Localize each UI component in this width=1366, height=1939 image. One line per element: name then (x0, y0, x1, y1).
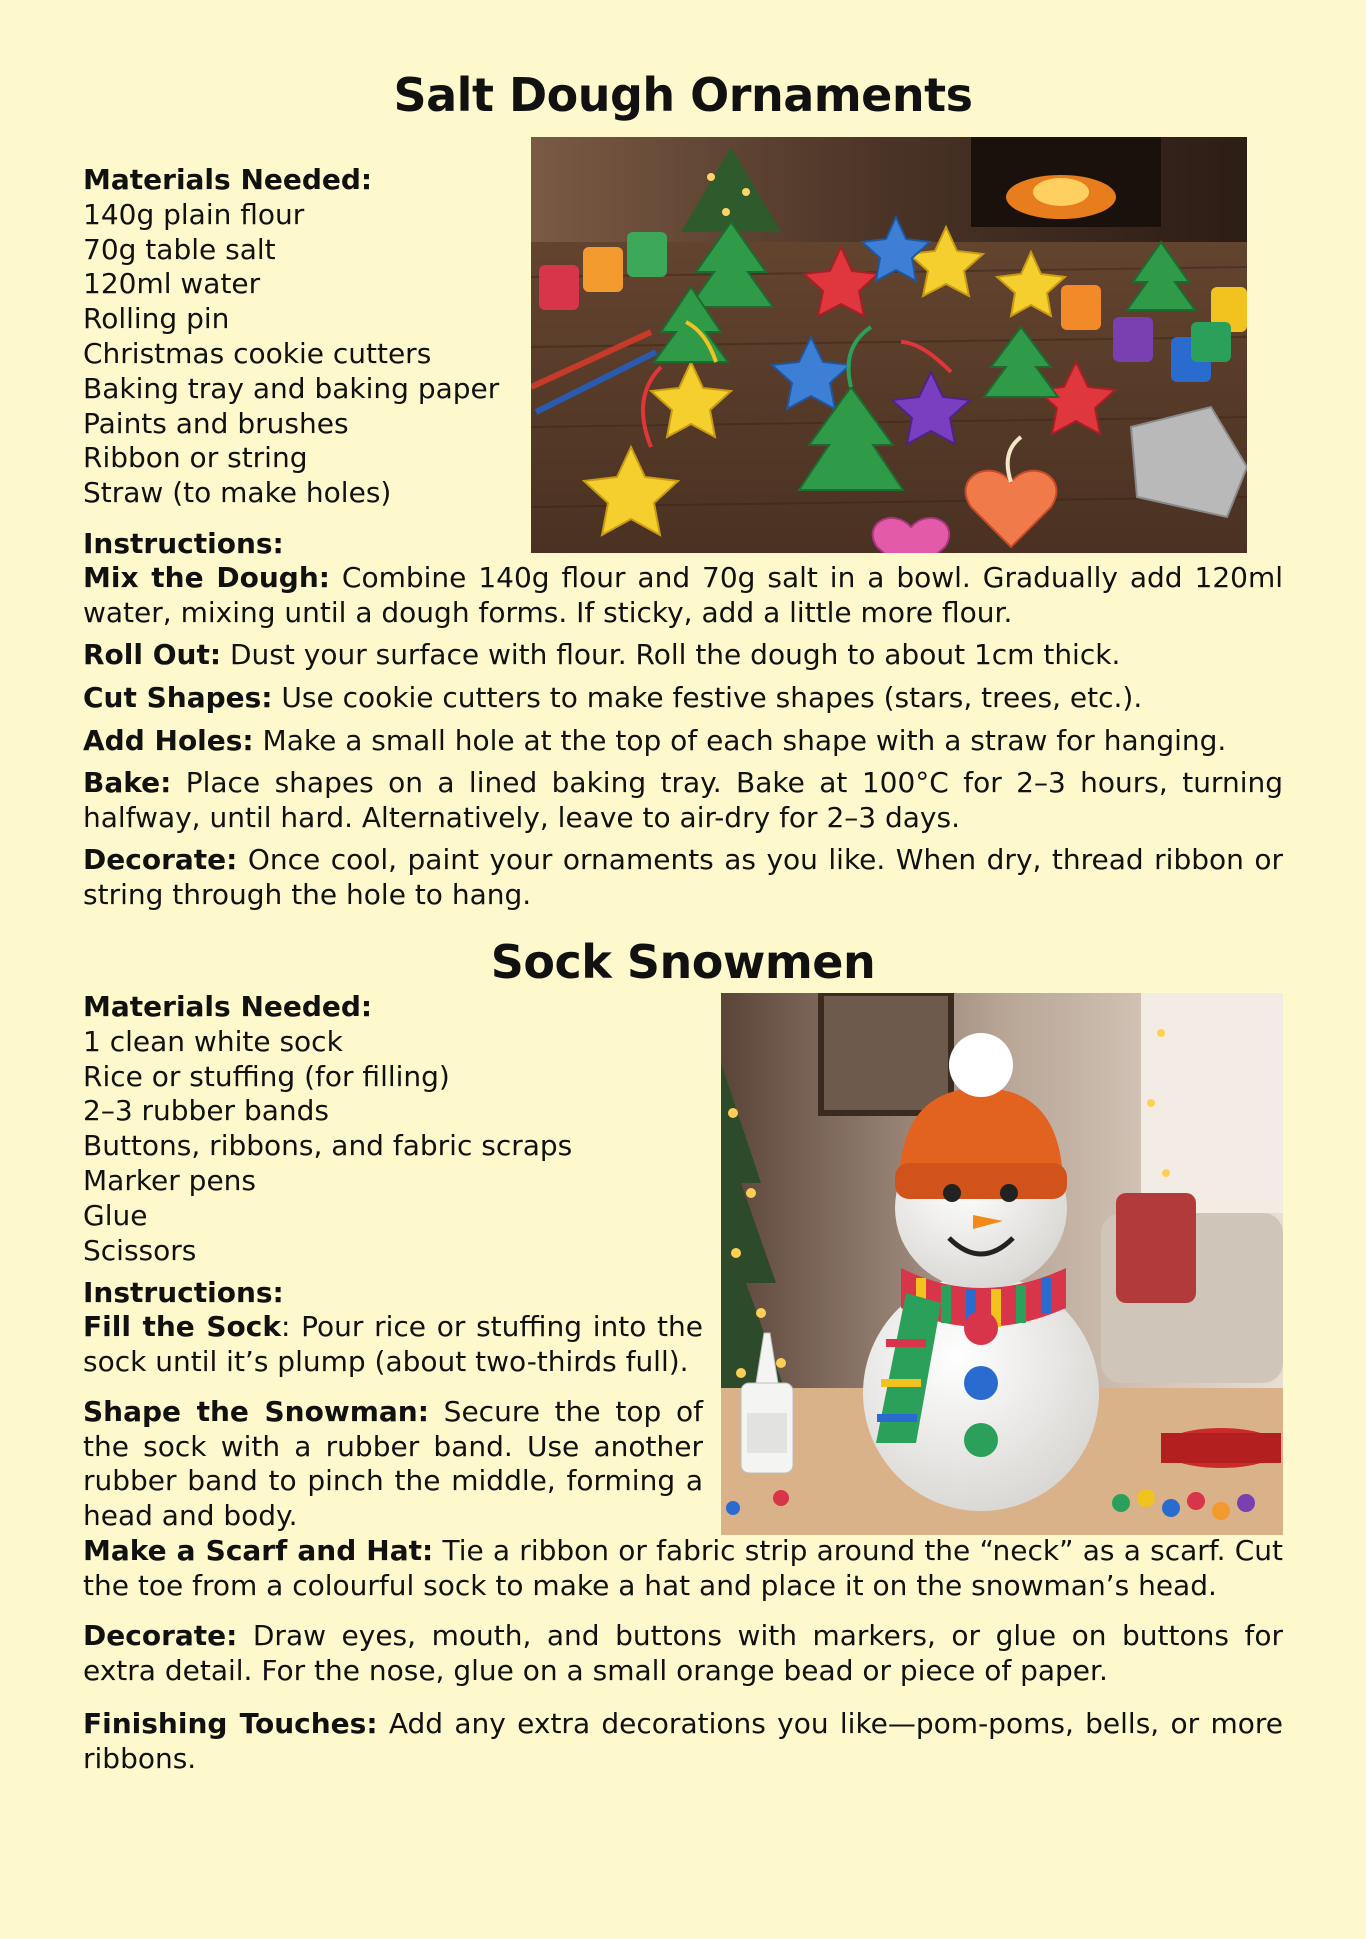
sock-snowmen-step (83, 1619, 1283, 1688)
step-label: Shape the Snowman: (83, 1395, 429, 1428)
material-item: Rice or stuffing (for filling) (83, 1059, 450, 1093)
material-item: 1 clean white sock (83, 1024, 343, 1058)
material-item: 120ml water (83, 267, 261, 301)
salt-dough-materials-heading: Materials Needed: (83, 163, 373, 196)
step-text: Dust your surface with flour. Roll the dough to about 1cm thick. (229, 638, 1121, 671)
material-item: Glue (83, 1198, 148, 1232)
salt-dough-instructions-heading: Instructions: (83, 527, 284, 560)
material-item: Christmas cookie cutters (83, 336, 432, 370)
step-label: Decorate: (83, 1619, 238, 1652)
sock-snowmen-materials-heading: Materials Needed: (83, 990, 373, 1023)
material-item: Buttons, ribbons, and fabric scraps (83, 1129, 573, 1163)
salt-dough-step (83, 766, 1283, 835)
step-text: Tie a ribbon or fabric strip around the “neck” as a scarf. Cut the toe from a colourful sock to make a hat and place it on the snowman’s head. (83, 1534, 1283, 1602)
step-label: Mix the Dough: (83, 561, 330, 594)
step-text: Add any extra decorations you like—pom-poms, bells, or more ribbons. (83, 1707, 1283, 1775)
ornaments-photo (531, 137, 1247, 553)
step-text: Use cookie cutters to make festive shapes (stars, trees, etc.). (281, 681, 1143, 714)
material-item: Ribbon or string (83, 441, 308, 475)
step-label: Make a Scarf and Hat: (83, 1534, 434, 1567)
step-label: Roll Out: (83, 638, 222, 671)
material-item: Rolling pin (83, 302, 230, 336)
step-text: : Pour rice or stuffing into the sock until it’s plump (about two-thirds full). (83, 1310, 703, 1378)
material-item: 70g table salt (83, 232, 276, 266)
salt-dough-title: Salt Dough Ornaments (393, 68, 973, 122)
sock-snowmen-title: Sock Snowmen (490, 935, 876, 989)
snowman-photo (721, 993, 1283, 1535)
material-item: Baking tray and baking paper (83, 371, 500, 405)
sock-snowmen-instructions-heading-wrap (83, 1276, 284, 1311)
sock-snowmen-step (83, 1534, 1283, 1603)
step-text: Combine 140g flour and 70g salt in a bowl. Gradually add 120ml water, mixing until a dough forms. If sticky, add a little more flour. (83, 561, 1283, 629)
step-text: Make a small hole at the top of each shape with a straw for hanging. (262, 724, 1227, 757)
salt-dough-step (83, 724, 1283, 759)
salt-dough-step (83, 681, 1283, 716)
material-item: 140g plain flour (83, 197, 305, 231)
step-label: Finishing Touches: (83, 1707, 378, 1740)
sock-snowmen-instructions-heading: Instructions: (83, 1276, 284, 1309)
step-text: Secure the top of the sock with a rubber band. Use another rubber band to pinch the middle, forming a head and body. (83, 1395, 703, 1532)
step-text: Draw eyes, mouth, and buttons with markers, or glue on buttons for extra detail. For the nose, glue on a small orange bead or piece of paper. (83, 1619, 1283, 1687)
step-text: Once cool, paint your ornaments as you like. When dry, thread ribbon or string through the hole to hang. (83, 843, 1283, 911)
sock-snowmen-materials (83, 990, 703, 1268)
salt-dough-instructions-heading-wrap (83, 527, 284, 562)
material-item: Marker pens (83, 1163, 257, 1197)
step-label: Add Holes: (83, 724, 254, 757)
sock-snowmen-step (83, 1395, 703, 1533)
step-text: Place shapes on a lined baking tray. Bake at 100°C for 2–3 hours, turning halfway, until hard. Alternatively, leave to air-dry for 2–3 days. (83, 766, 1284, 834)
salt-dough-step (83, 561, 1283, 630)
salt-dough-step (83, 843, 1283, 912)
salt-dough-step (83, 638, 1283, 673)
material-item: 2–3 rubber bands (83, 1094, 330, 1128)
step-label: Fill the Sock (83, 1310, 281, 1343)
step-label: Decorate: (83, 843, 238, 876)
material-item: Scissors (83, 1233, 197, 1267)
material-item: Paints and brushes (83, 406, 349, 440)
step-label: Bake: (83, 766, 172, 799)
sock-snowmen-step (83, 1310, 703, 1379)
step-label: Cut Shapes: (83, 681, 273, 714)
material-item: Straw (to make holes) (83, 476, 392, 510)
salt-dough-materials (83, 163, 523, 511)
sock-snowmen-step (83, 1707, 1283, 1776)
